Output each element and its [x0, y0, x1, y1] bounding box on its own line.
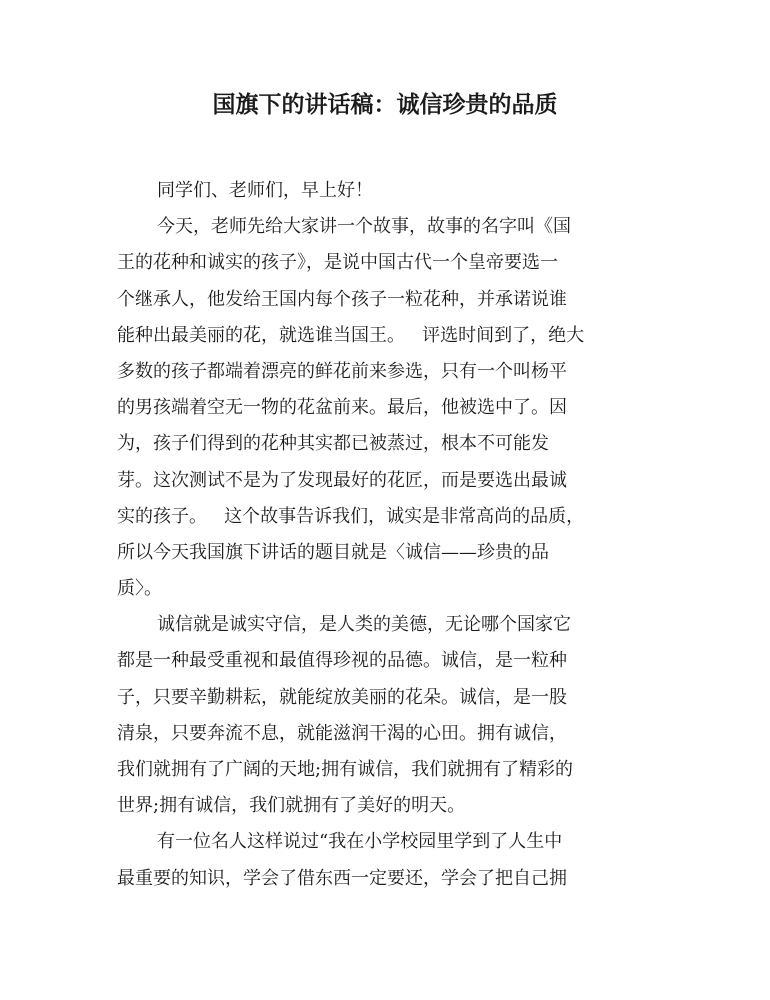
text-line: 今天，老师先给大家讲一个故事，故事的名字叫《国	[157, 216, 571, 238]
text-line: 最重要的知识，学会了借东西一定要还，学会了把自己拥	[117, 867, 567, 889]
text-line: 子，只要辛勤耕耘，就能绽放美丽的花朵。诚信，是一股	[117, 686, 567, 708]
text-line: 多数的孩子都端着漂亮的鲜花前来参选，只有一个叫杨平	[117, 360, 567, 382]
text-line: 芽。这次测试不是为了发现最好的花匠，而是要选出最诚	[117, 469, 567, 491]
text-line: 的男孩端着空无一物的花盆前来。最后，他被选中了。因	[117, 397, 567, 419]
text-line: 质〉。	[117, 578, 162, 600]
document-body	[117, 173, 657, 897]
text-line: 诚信就是诚实守信，是人类的美德，无论哪个国家它	[157, 614, 571, 636]
text-line: 实的孩子。 这个故事告诉我们，诚实是非常高尚的品质，	[117, 505, 585, 527]
text-line: 王的花种和诚实的孩子》，是说中国古代一个皇帝要选一	[117, 252, 558, 274]
text-line: 世界;拥有诚信，我们就拥有了美好的明天。	[117, 795, 466, 817]
text-line: 为，孩子们得到的花种其实都已被蒸过，根本不可能发	[117, 433, 549, 455]
text-line: 都是一种最受重视和最值得珍视的品德。诚信，是一粒种	[117, 650, 567, 672]
text-line: 个继承人，他发给王国内每个孩子一粒花种，并承诺说谁	[117, 288, 567, 310]
text-line: 清泉，只要奔流不息，就能滋润干渴的心田。拥有诚信，	[117, 722, 567, 744]
text-line: 有一位名人这样说过“我在小学校园里学到了人生中	[157, 831, 563, 853]
document-title: 国旗下的讲话稿：诚信珍贵的品质	[212, 92, 558, 118]
text-line: 能种出最美丽的花，就选谁当国王。 评选时间到了，绝大	[117, 324, 585, 346]
text-line: 同学们、老师们，早上好！	[157, 180, 373, 201]
text-line: 我们就拥有了广阔的天地;拥有诚信，我们就拥有了精彩的	[117, 759, 574, 780]
text-line: 所以今天我国旗下讲话的题目就是〈诚信——珍贵的品	[117, 541, 549, 563]
